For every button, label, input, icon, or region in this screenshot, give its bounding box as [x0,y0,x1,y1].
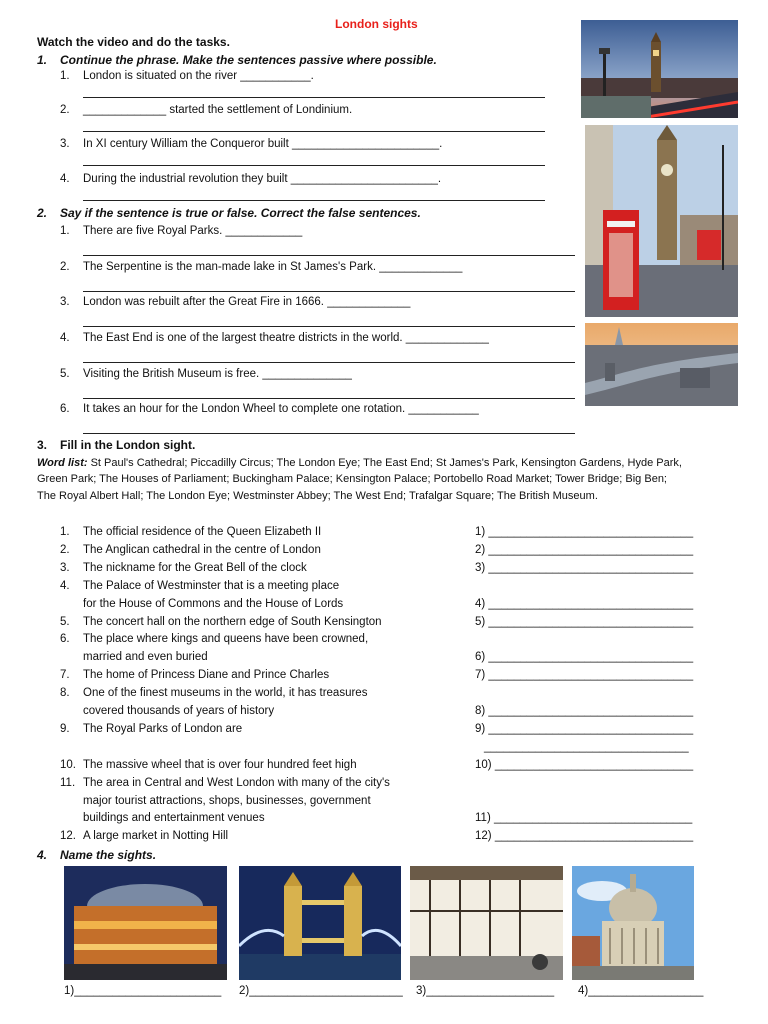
task4-answer-3[interactable]: 3)____________________ [416,985,555,997]
london-aerial-photo [585,323,738,406]
task3-item-number: 6. [60,633,70,646]
task3-answer-extra[interactable]: ________________________________ [484,740,689,753]
intro-instruction: Watch the video and do the tasks. [37,35,230,49]
task1-item-text: London is situated on the river ___________. [83,70,314,82]
task2-correction-line[interactable] [83,291,575,292]
task3-item-text: buildings and entertainment venues [83,812,265,825]
task3-item-number: 8. [60,687,70,700]
task2-item-number: 2. [60,261,70,273]
task3-item-text: The Palace of Westminster that is a meeting place [83,579,340,592]
task3-answer[interactable]: 6) ________________________________ [475,651,694,664]
task2-item-text: The Serpentine is the man-made lake in St James's Park. _____________ [83,261,463,273]
task3-item-number: 7. [60,669,70,682]
task2-item-text: There are five Royal Parks. ____________ [83,225,303,237]
task3-item-text: The concert hall on the northern edge of South Kensington [83,615,382,628]
task1-item-number: 3. [60,138,70,150]
task3-answer[interactable]: 10) _______________________________ [475,758,694,771]
task2-item-text: The East End is one of the largest theatre districts in the world. _____________ [83,332,489,344]
task3-item-text: The massive wheel that is over four hundred feet high [83,758,357,771]
task2-correction-line[interactable] [83,362,575,363]
task1-item-text: During the industrial revolution they built _______________________. [83,173,442,185]
task3-item-text: covered thousands of years of history [83,705,275,717]
task3-answer[interactable]: 4) ________________________________ [475,597,694,610]
task3-item-text: The place where kings and queens have been crowned, [83,633,369,646]
task3-item-number: 5. [60,615,70,628]
word-list-line-3: The Royal Albert Hall; The London Eye; Westminster Abbey; The West End; Trafalgar Square; The British Museum. [37,490,598,502]
task3-answer[interactable]: 9) ________________________________ [475,722,694,735]
task3-item-number: 4. [60,579,70,592]
task3-answer[interactable]: 1) ________________________________ [475,526,694,538]
task3-answer[interactable]: 12) _______________________________ [475,830,694,843]
task4-answer-1[interactable]: 1)_______________________ [64,985,222,997]
task3-item-number: 12. [60,830,76,843]
task2-number: 2. [37,206,48,220]
task3-answer[interactable]: 5) ________________________________ [475,615,694,628]
task2-item-number: 1. [60,225,70,237]
tower-bridge-photo [239,866,401,980]
task3-item-text: The nickname for the Great Bell of the clock [83,561,307,574]
task4-heading: Name the sights. [60,848,157,862]
task2-item-text: Visiting the British Museum is free. ______________ [83,368,352,380]
task3-answer[interactable]: 8) ________________________________ [475,705,694,717]
task3-item-number: 1. [60,526,70,538]
task2-item-text: London was rebuilt after the Great Fire in 1666. _____________ [83,296,411,308]
task3-answer[interactable]: 11) _______________________________ [475,812,693,825]
task4-answer-2[interactable]: 2)________________________ [239,985,403,997]
task3-item-number: 9. [60,722,70,735]
task3-item-number: 2. [60,543,70,556]
task2-heading: Say if the sentence is true or false. Correct the false sentences. [60,206,421,220]
task3-item-text: married and even buried [83,651,208,664]
task4-number: 4. [37,848,48,862]
task3-number: 3. [37,438,48,452]
phone-box-big-ben-photo [585,125,738,317]
task2-item-number: 5. [60,368,70,380]
westminster-bridge-photo [581,20,738,118]
word-list-line-2: Green Park; The Houses of Parliament; Buckingham Palace; Kensington Palace; Portobello Road Market; Tower Bridge; Big Ben; [37,473,667,485]
task1-number: 1. [37,53,48,67]
task1-item-number: 1. [60,70,70,82]
task3-answer[interactable]: 7) ________________________________ [475,669,694,682]
task3-heading: Fill in the London sight. [60,438,196,452]
task1-item-text: In XI century William the Conqueror built _______________________. [83,138,443,150]
globe-theatre-photo [410,866,563,980]
task2-item-number: 6. [60,403,70,415]
task2-correction-line[interactable] [83,255,575,256]
task3-item-text: The Anglican cathedral in the centre of London [83,543,321,556]
task1-answer-line[interactable] [83,165,545,166]
task3-item-text: A large market in Notting Hill [83,830,229,843]
task1-answer-line[interactable] [83,97,545,98]
royal-albert-hall-photo [64,866,227,980]
task3-item-text: The Royal Parks of London are [83,722,243,735]
task3-item-number: 10. [60,758,76,771]
task2-item-number: 4. [60,332,70,344]
word-list-text-1: St Paul's Cathedral; Piccadilly Circus; The London Eye; The East End; St James's Park, Kensington Gardens, Hyde Park, [87,457,682,469]
task1-item-number: 2. [60,104,70,116]
task2-item-number: 3. [60,296,70,308]
task3-answer[interactable]: 2) ________________________________ [475,543,694,556]
task1-answer-line[interactable] [83,131,545,132]
task2-correction-line[interactable] [83,433,575,434]
task2-correction-line[interactable] [83,398,575,399]
word-list-line-1 [37,457,682,469]
task4-answer-4[interactable]: 4)__________________ [578,985,704,997]
page-title: London sights [335,17,418,31]
task3-item-text: One of the finest museums in the world, it has treasures [83,687,368,700]
task3-item-text: major tourist attractions, shops, businesses, government [83,794,371,807]
task3-item-text: The official residence of the Queen Elizabeth II [83,526,322,538]
task3-item-text: The home of Princess Diane and Prince Charles [83,669,330,682]
word-list-label: Word list: [37,457,88,469]
task3-item-text: for the House of Commons and the House of Lords [83,597,344,610]
task1-answer-line[interactable] [83,200,545,201]
task3-item-text: The area in Central and West London with many of the city's [83,776,390,789]
task3-item-number: 3. [60,561,70,574]
task1-heading: Continue the phrase. Make the sentences passive where possible. [60,53,437,67]
task2-item-text: It takes an hour for the London Wheel to complete one rotation. ___________ [83,403,479,415]
st-pauls-cathedral-photo [572,866,694,980]
task1-item-number: 4. [60,173,70,185]
task3-answer[interactable]: 3) ________________________________ [475,561,694,574]
task3-item-number: 11. [60,776,76,789]
task2-correction-line[interactable] [83,326,575,327]
task1-item-text: _____________ started the settlement of Londinium. [83,104,353,116]
